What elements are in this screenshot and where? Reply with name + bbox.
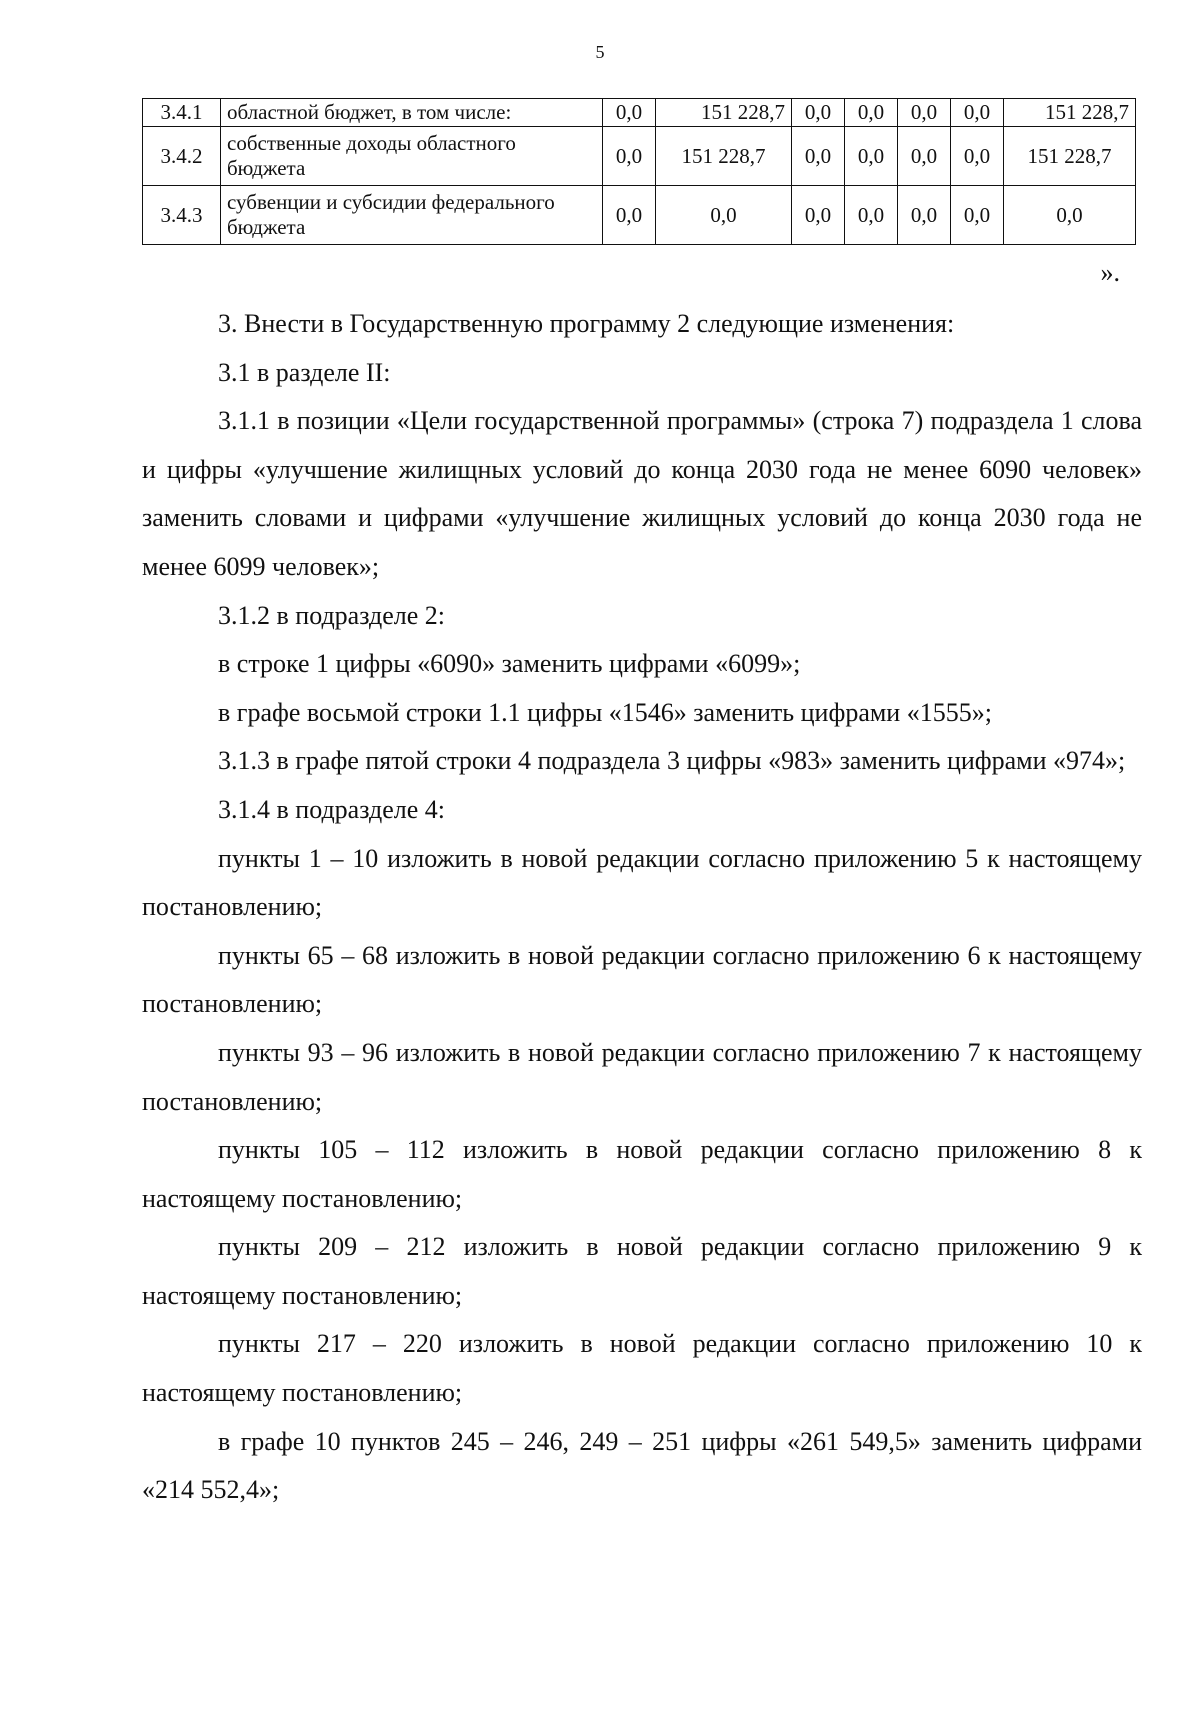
paragraph: пункты 65 – 68 изложить в новой редакции согласно приложению 6 к настоящему постановлению; — [142, 940, 1142, 1019]
row-code: 3.4.1 — [143, 99, 221, 127]
table-cell: 0,0 — [792, 186, 845, 245]
table-cell: 0,0 — [603, 186, 656, 245]
table-cell: 0,0 — [951, 127, 1004, 186]
table-cell: 151 228,7 — [1004, 127, 1136, 186]
table-row — [143, 99, 1136, 127]
table-cell: 151 228,7 — [656, 127, 792, 186]
paragraph: в графе восьмой строки 1.1 цифры «1546» заменить цифрами «1555»; — [218, 697, 992, 727]
table-cell: 0,0 — [1004, 186, 1136, 245]
table-cell: 0,0 — [792, 127, 845, 186]
table-cell: 0,0 — [898, 99, 951, 127]
table-cell: 0,0 — [656, 186, 792, 245]
table-cell: 0,0 — [792, 99, 845, 127]
table-cell: 0,0 — [898, 127, 951, 186]
budget-table — [142, 98, 1136, 245]
row-code: 3.4.3 — [143, 186, 221, 245]
table-cell: 0,0 — [951, 99, 1004, 127]
paragraph: пункты 217 – 220 изложить в новой редакции согласно приложению 10 к настоящему постановлению; — [142, 1329, 1142, 1408]
paragraph: в строке 1 цифры «6090» заменить цифрами «6099»; — [218, 649, 801, 679]
paragraph: в графе 10 пунктов 245 – 246, 249 – 251 цифры «261 549,5» заменить цифрами «214 552,4»; — [142, 1426, 1142, 1505]
table-cell: 0,0 — [898, 186, 951, 245]
row-code: 3.4.2 — [143, 127, 221, 186]
table-row — [143, 127, 1136, 186]
paragraph: пункты 105 – 112 изложить в новой редакции согласно приложению 8 к настоящему постановлению; — [142, 1135, 1142, 1213]
row-label: субвенции и субсидии федерального бюджета — [221, 186, 603, 245]
paragraph: пункты 1 – 10 изложить в новой редакции согласно приложению 5 к настоящему постановлению; — [142, 843, 1142, 922]
row-label: собственные доходы областного бюджета — [221, 127, 603, 186]
paragraph: 3.1 в разделе II: — [218, 357, 391, 387]
paragraph: 3. Внести в Государственную программу 2 следующие изменения: — [218, 309, 955, 338]
paragraph: 3.1.2 в подразделе 2: — [218, 600, 446, 630]
paragraph: пункты 209 – 212 изложить в новой редакции согласно приложению 9 к настоящему постановлению; — [142, 1232, 1142, 1310]
paragraph: пункты 93 – 96 изложить в новой редакции согласно приложению 7 к настоящему постановлению; — [142, 1037, 1142, 1116]
table-row — [143, 186, 1136, 245]
table-cell: 0,0 — [603, 127, 656, 186]
paragraph: 3.1.4 в подразделе 4: — [218, 794, 446, 824]
table-cell: 151 228,7 — [656, 99, 792, 127]
table-cell: 0,0 — [845, 186, 898, 245]
table-cell: 0,0 — [951, 186, 1004, 245]
document-body — [142, 300, 1142, 1515]
table-cell: 0,0 — [603, 99, 656, 127]
page-number: 5 — [595, 42, 605, 62]
paragraph: 3.1.1 в позиции «Цели государственной программы» (строка 7) подраздела 1 слова и цифры «улучшение жилищных условий до конца 2030 года не менее 6090 человек» заменить словами и цифрами «улучшение жилищных условий до конца 2030 года не менее 6099 человек»; — [142, 406, 1142, 581]
paragraph: 3.1.3 в графе пятой строки 4 подраздела 3 цифры «983» заменить цифрами «974»; — [218, 746, 1126, 776]
closing-quote: ». — [1100, 258, 1120, 287]
table-cell: 151 228,7 — [1004, 99, 1136, 127]
row-label: областной бюджет, в том числе: — [221, 99, 603, 127]
table-cell: 0,0 — [845, 99, 898, 127]
table-cell: 0,0 — [845, 127, 898, 186]
